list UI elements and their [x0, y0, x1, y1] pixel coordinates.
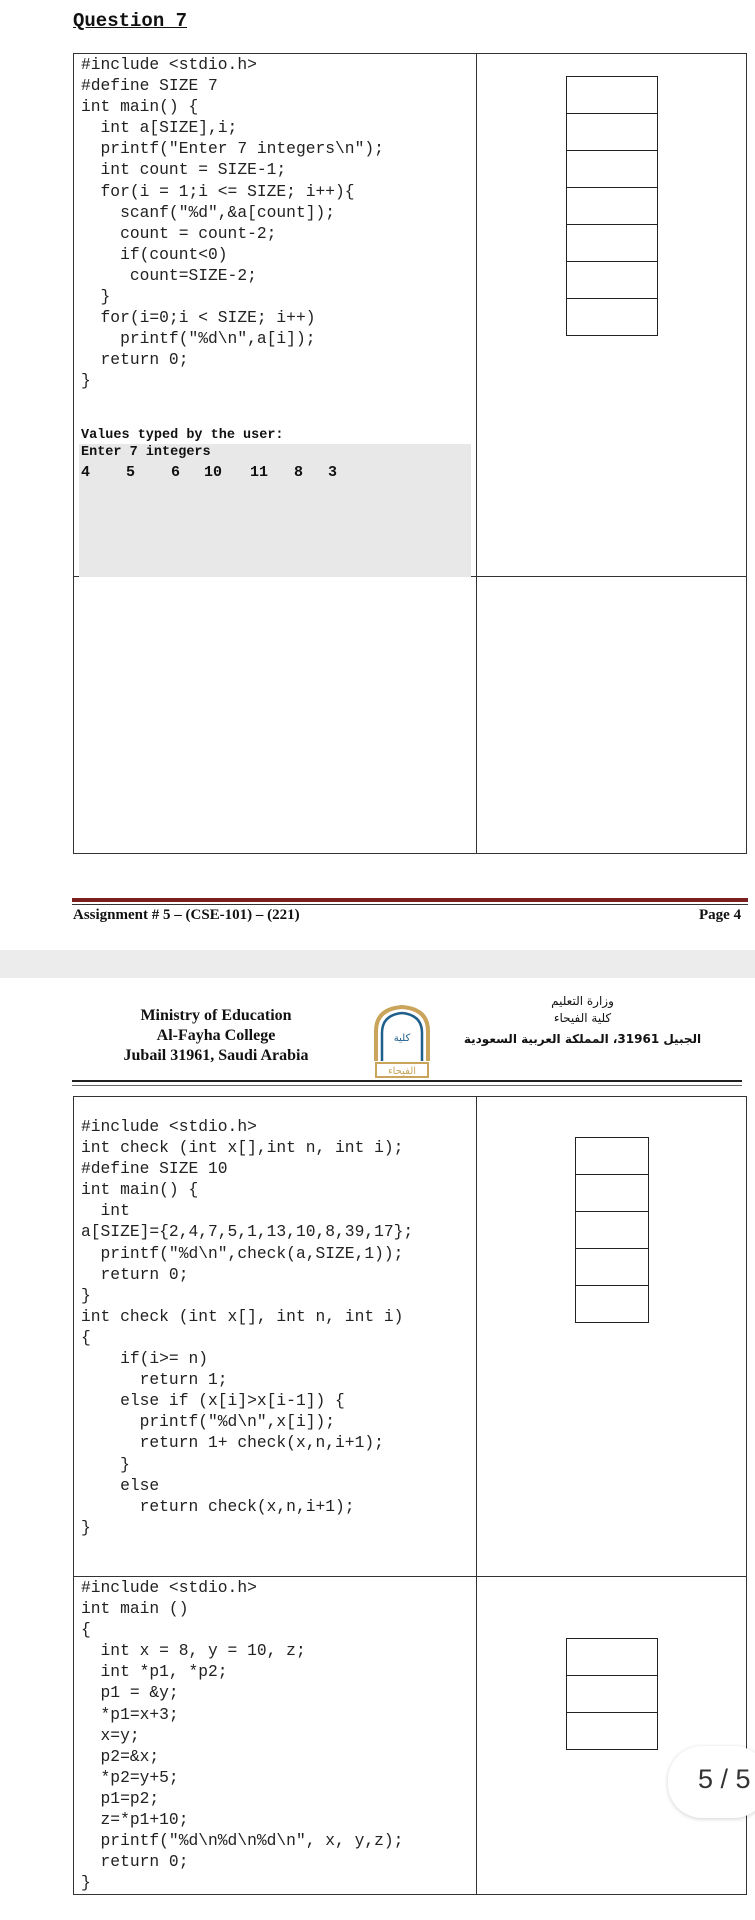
code-line: count = count-2; [81, 223, 277, 243]
code-line: count=SIZE-2; [81, 265, 257, 285]
code-line: *p2=y+5; [81, 1767, 179, 1787]
code-line: p2=&x; [81, 1746, 160, 1766]
code-line: return 0; [81, 1852, 189, 1872]
code-line: #define SIZE 7 [81, 76, 218, 96]
code-line: printf("Enter 7 integers\n"); [81, 139, 384, 159]
user-input-label: Values typed by the user: [81, 428, 284, 443]
footer-rule-thick [72, 898, 748, 902]
code-line: { [81, 1620, 91, 1640]
answer-box[interactable] [575, 1248, 649, 1286]
answer-box[interactable] [575, 1174, 649, 1212]
code-line: printf("%d\n%d\n%d\n", x, y,z); [81, 1831, 404, 1851]
code-line: { [81, 1327, 91, 1347]
answer-box[interactable] [566, 187, 658, 225]
code-line: #define SIZE 10 [81, 1159, 228, 1179]
code-line: #include <stdio.h> [81, 1578, 257, 1597]
code-line: } [81, 1517, 91, 1537]
code-line: scanf("%d",&a[count]); [81, 202, 336, 222]
code-line: #include <stdio.h> [81, 1117, 257, 1136]
code-line: #include <stdio.h> [81, 55, 257, 74]
user-input-prompt: Enter 7 integers [81, 445, 211, 460]
header-ar-line2: كلية الفيحاء [553, 1011, 612, 1025]
table2-col-divider [476, 1096, 477, 1895]
code-line: int main () [81, 1599, 189, 1619]
answer-box[interactable] [575, 1137, 649, 1175]
code-line: printf("%d\n",a[i]); [81, 329, 316, 349]
header-ar-line1: وزارة التعليم [551, 994, 614, 1008]
header-en-line3: Jubail 31961, Saudi Arabia [123, 1047, 309, 1064]
code-line: for(i=0;i < SIZE; i++) [81, 308, 316, 328]
code-line: z=*p1+10; [81, 1810, 189, 1830]
code-line: if(count<0) [81, 244, 228, 264]
page-gap [0, 950, 755, 978]
answer-box[interactable] [566, 298, 658, 336]
header-en-line2: Al-Fayha College [156, 1027, 276, 1044]
user-input-value: 8 [294, 464, 304, 481]
user-input-value: 11 [250, 464, 269, 481]
code-line: if(i>= n) [81, 1349, 209, 1369]
code-line: } [81, 1285, 91, 1305]
code-line: return 0; [81, 1264, 189, 1284]
answer-box[interactable] [575, 1211, 649, 1249]
code-line: p1 = &y; [81, 1683, 179, 1703]
table-col-divider [476, 53, 477, 854]
code-line: } [81, 1873, 91, 1893]
pointer-code [81, 1577, 403, 1893]
answer-box[interactable] [566, 76, 658, 114]
code-line: a[SIZE]={2,4,7,5,1,13,10,8,39,17}; [81, 1222, 414, 1242]
user-input-panel [79, 444, 471, 577]
code-line: int *p1, *p2; [81, 1662, 228, 1682]
question-title: Question 7 [73, 10, 188, 32]
code-line: } [81, 287, 111, 307]
header-en-line1: Ministry of Education [140, 1007, 292, 1024]
answer-box[interactable] [566, 150, 658, 188]
code-line: int check (int x[],int n, int i); [81, 1138, 404, 1158]
answer-box[interactable] [566, 1638, 658, 1676]
code-line: int x = 8, y = 10, z; [81, 1641, 306, 1661]
code-line: printf("%d\n",check(a,SIZE,1)); [81, 1243, 404, 1263]
header-rule-thin [72, 1085, 742, 1086]
code-line: *p1=x+3; [81, 1704, 179, 1724]
footer-assignment: Assignment # 5 – (CSE-101) – (221) [73, 907, 300, 923]
code-line: return 1+ check(x,n,i+1); [81, 1433, 384, 1453]
logo-word: كلية [393, 1033, 411, 1044]
code-line: printf("%d\n",x[i]); [81, 1412, 336, 1432]
logo-name: الفيحاء [387, 1066, 417, 1077]
user-input-value: 5 [126, 464, 136, 481]
code-line: int [81, 1201, 130, 1221]
answer-box[interactable] [566, 224, 658, 262]
answer-box[interactable] [566, 113, 658, 151]
code-line: int main() { [81, 1180, 199, 1200]
code-line: else if (x[i]>x[i-1]) { [81, 1391, 345, 1411]
college-logo [370, 1003, 434, 1079]
header-rule [72, 1080, 742, 1082]
footer-page-number: Page 4 [699, 907, 742, 923]
code-line: else [81, 1475, 160, 1495]
footer-rule-thin [72, 904, 748, 905]
code-line: x=y; [81, 1725, 140, 1745]
recursion-code [81, 1116, 413, 1538]
user-input-value: 10 [204, 464, 223, 481]
code-line: return 1; [81, 1370, 228, 1390]
question7-code [81, 54, 384, 392]
answer-box[interactable] [575, 1285, 649, 1323]
header-ar-line3: الجبيل 31961، المملكة العربية السعودية [463, 1032, 702, 1046]
user-input-value: 6 [171, 464, 181, 481]
code-line: int main() { [81, 97, 199, 117]
code-line: int check (int x[], int n, int i) [81, 1306, 404, 1326]
code-line: return 0; [81, 350, 189, 370]
user-input-value: 4 [81, 464, 91, 481]
code-line: p1=p2; [81, 1788, 160, 1808]
answer-box[interactable] [566, 261, 658, 299]
code-line: return check(x,n,i+1); [81, 1496, 355, 1516]
user-input-value: 3 [328, 464, 338, 481]
answer-box[interactable] [566, 1712, 658, 1750]
code-line: } [81, 371, 91, 391]
code-line: } [81, 1454, 130, 1474]
code-line: int a[SIZE],i; [81, 118, 238, 138]
answer-box[interactable] [566, 1675, 658, 1713]
page-indicator-text: 5 / 5 [698, 1764, 751, 1794]
code-line: int count = SIZE-1; [81, 160, 287, 180]
code-line: for(i = 1;i <= SIZE; i++){ [81, 181, 355, 201]
